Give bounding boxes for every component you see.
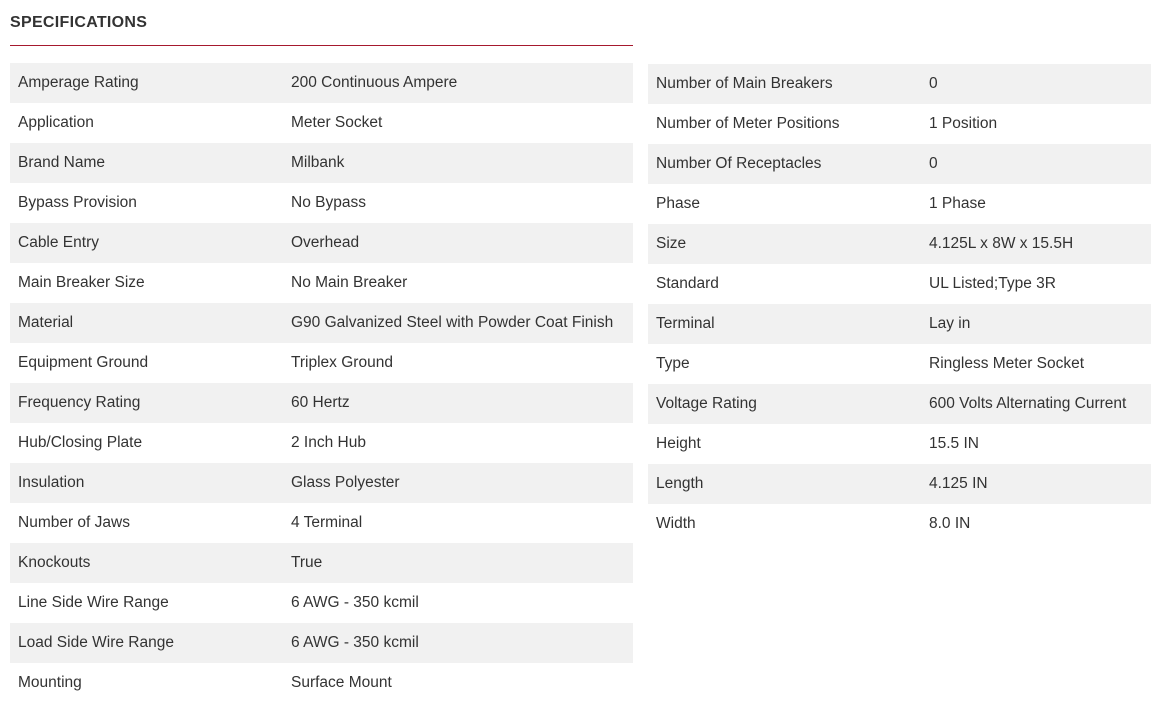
spec-label: Material	[10, 303, 283, 343]
spec-label: Cable Entry	[10, 223, 283, 263]
spec-row	[10, 663, 633, 703]
spec-label: Phase	[648, 184, 921, 224]
spec-value: 200 Continuous Ampere	[283, 63, 633, 103]
spec-label: Frequency Rating	[10, 383, 283, 423]
spec-label: Hub/Closing Plate	[10, 423, 283, 463]
spec-value: 4 Terminal	[283, 503, 633, 543]
spec-row	[648, 224, 1151, 264]
spec-row	[648, 264, 1151, 304]
spec-value: 600 Volts Alternating Current	[921, 384, 1151, 424]
spec-row	[10, 623, 633, 663]
spec-value: Meter Socket	[283, 103, 633, 143]
spec-label: Terminal	[648, 304, 921, 344]
spec-value: 0	[921, 64, 1151, 104]
spec-value: 6 AWG - 350 kcmil	[283, 623, 633, 663]
spec-value: 2 Inch Hub	[283, 423, 633, 463]
spec-value: 8.0 IN	[921, 504, 1151, 544]
spec-row	[10, 183, 633, 223]
spec-row	[648, 64, 1151, 104]
spec-row	[648, 104, 1151, 144]
spec-row	[648, 144, 1151, 184]
section-title: SPECIFICATIONS	[10, 14, 148, 31]
spec-value: Overhead	[283, 223, 633, 263]
spec-label: Knockouts	[10, 543, 283, 583]
spec-row	[10, 263, 633, 303]
spec-value: G90 Galvanized Steel with Powder Coat Finish	[283, 303, 633, 343]
spec-row	[648, 424, 1151, 464]
spec-row	[648, 384, 1151, 424]
spec-label: Width	[648, 504, 921, 544]
spec-row	[10, 143, 633, 183]
specs-table-right	[648, 64, 1151, 544]
spec-label: Size	[648, 224, 921, 264]
spec-value: Ringless Meter Socket	[921, 344, 1151, 384]
spec-row	[648, 304, 1151, 344]
spec-label: Amperage Rating	[10, 63, 283, 103]
spec-value: True	[283, 543, 633, 583]
spec-label: Line Side Wire Range	[10, 583, 283, 623]
spec-label: Number of Meter Positions	[648, 104, 921, 144]
spec-value: Triplex Ground	[283, 343, 633, 383]
spec-row	[10, 103, 633, 143]
spec-label: Type	[648, 344, 921, 384]
spec-label: Number of Main Breakers	[648, 64, 921, 104]
spec-label: Length	[648, 464, 921, 504]
spec-value: 4.125 IN	[921, 464, 1151, 504]
spec-row	[10, 463, 633, 503]
spec-value: 15.5 IN	[921, 424, 1151, 464]
spec-row	[648, 464, 1151, 504]
spec-row	[648, 344, 1151, 384]
spec-value: 1 Phase	[921, 184, 1151, 224]
spec-label: Standard	[648, 264, 921, 304]
specs-table-left	[10, 63, 633, 703]
spec-row	[10, 343, 633, 383]
spec-value: Surface Mount	[283, 663, 633, 703]
spec-label: Number of Jaws	[10, 503, 283, 543]
spec-value: 6 AWG - 350 kcmil	[283, 583, 633, 623]
spec-row	[10, 383, 633, 423]
spec-row	[10, 63, 633, 103]
spec-row	[648, 184, 1151, 224]
spec-value: 60 Hertz	[283, 383, 633, 423]
spec-row	[10, 583, 633, 623]
spec-label: Equipment Ground	[10, 343, 283, 383]
spec-row	[10, 303, 633, 343]
spec-label: Voltage Rating	[648, 384, 921, 424]
spec-row	[10, 503, 633, 543]
spec-label: Number Of Receptacles	[648, 144, 921, 184]
spec-value: Glass Polyester	[283, 463, 633, 503]
spec-value: Milbank	[283, 143, 633, 183]
spec-value: UL Listed;Type 3R	[921, 264, 1151, 304]
spec-row	[648, 504, 1151, 544]
spec-label: Application	[10, 103, 283, 143]
spec-row	[10, 423, 633, 463]
spec-label: Brand Name	[10, 143, 283, 183]
spec-label: Height	[648, 424, 921, 464]
spec-value: 0	[921, 144, 1151, 184]
spec-row	[10, 223, 633, 263]
spec-label: Insulation	[10, 463, 283, 503]
spec-row	[10, 543, 633, 583]
title-divider	[10, 45, 633, 46]
spec-label: Load Side Wire Range	[10, 623, 283, 663]
spec-value: 1 Position	[921, 104, 1151, 144]
spec-label: Main Breaker Size	[10, 263, 283, 303]
spec-value: No Main Breaker	[283, 263, 633, 303]
spec-label: Mounting	[10, 663, 283, 703]
spec-value: Lay in	[921, 304, 1151, 344]
spec-value: No Bypass	[283, 183, 633, 223]
spec-value: 4.125L x 8W x 15.5H	[921, 224, 1151, 264]
spec-label: Bypass Provision	[10, 183, 283, 223]
